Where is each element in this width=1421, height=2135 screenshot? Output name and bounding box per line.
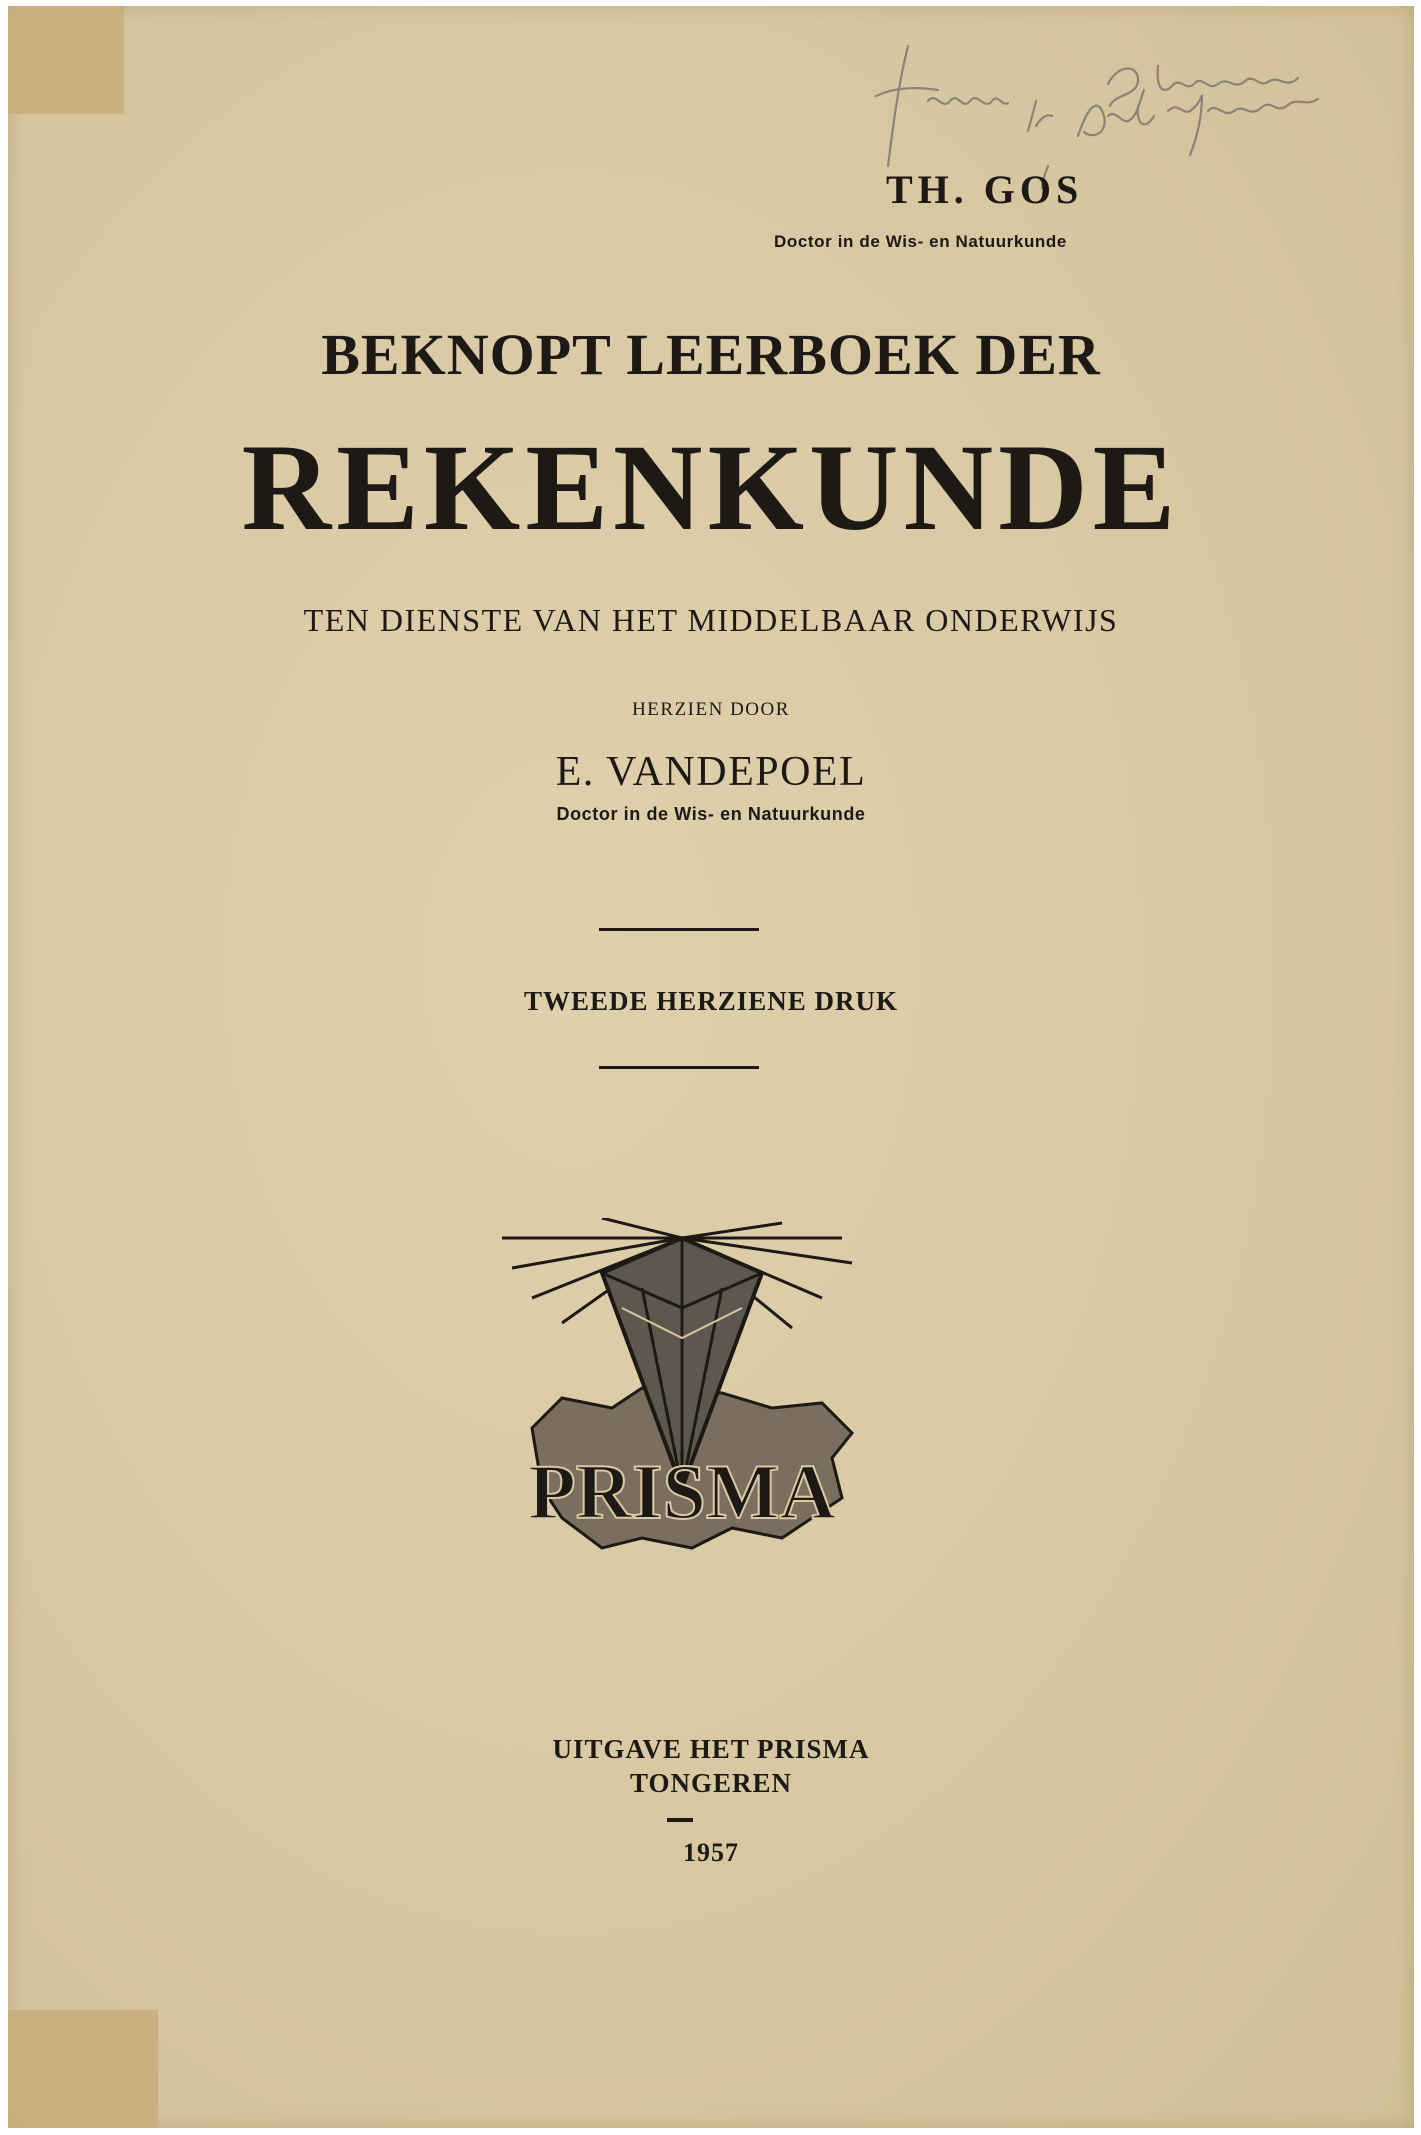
reviser-credential: Doctor in de Wis- en Natuurkunde — [556, 804, 866, 824]
publication-year: 1957 — [683, 1838, 739, 1867]
title-line-1: BEKNOPT LEERBOEK DER — [321, 322, 1101, 387]
revised-by-label: HERZIEN DOOR — [632, 699, 790, 720]
divider-rule-bottom — [599, 1066, 759, 1069]
divider-rule-top — [599, 928, 759, 931]
book-cover — [8, 6, 1414, 2128]
prisma-logo-text: PRISMA — [528, 1448, 836, 1535]
prisma-logo-icon — [492, 1218, 872, 1598]
title-main: REKENKUNDE — [241, 419, 1181, 556]
publisher-city: TONGEREN — [629, 1768, 793, 1798]
author-name: TH. GOS — [886, 167, 1084, 212]
divider-dash — [667, 1818, 693, 1822]
tape-mark-bottom — [8, 2010, 158, 2128]
author-credential: Doctor in de Wis- en Natuurkunde — [774, 232, 1067, 251]
subtitle: TEN DIENSTE VAN HET MIDDELBAAR ONDERWIJS — [303, 602, 1119, 638]
tape-mark-top — [8, 6, 124, 114]
edition-label: TWEEDE HERZIENE DRUK — [523, 986, 899, 1016]
reviser-name: E. VANDEPOEL — [555, 749, 867, 795]
publisher-name: UITGAVE HET PRISMA — [552, 1734, 870, 1764]
